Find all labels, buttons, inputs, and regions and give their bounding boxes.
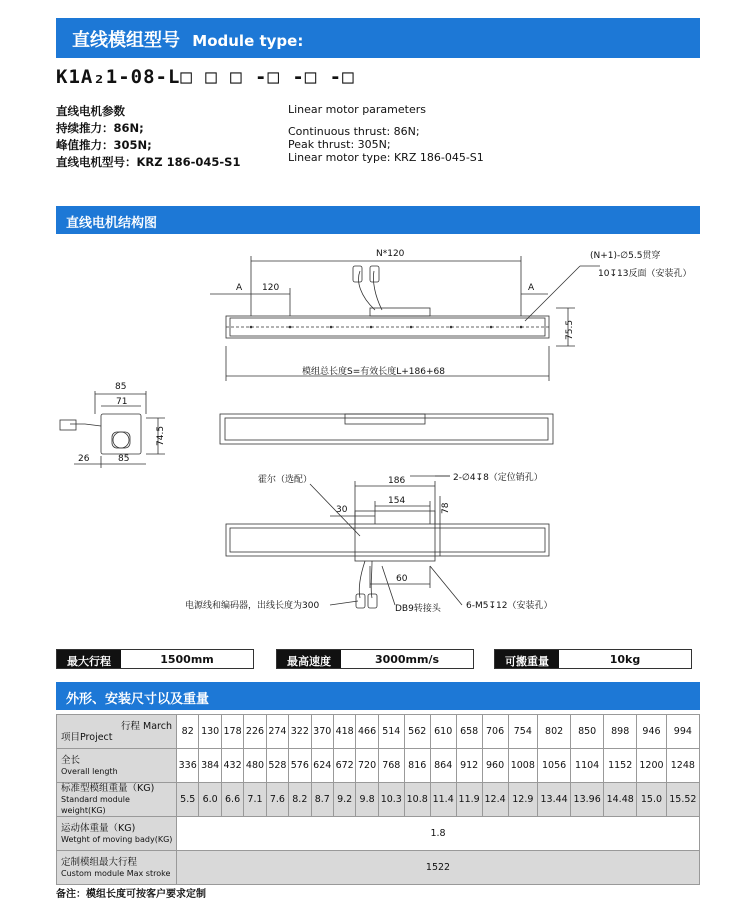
params-en-peak: Peak thrust: 305N;: [288, 138, 391, 151]
footnote: 备注：模组长度可按客户要求定制: [56, 889, 206, 900]
module-type-banner: [56, 18, 700, 58]
label-cable: 电源线和编码器，出线长度为300: [185, 601, 320, 611]
table-cell: 384: [199, 749, 221, 783]
module-plan-view: [220, 414, 553, 444]
table-cell: 1200: [637, 749, 667, 783]
spec-payload-label: 可搬重量: [495, 650, 559, 668]
table-header-cell: 946: [637, 715, 667, 749]
row-weight-label: 标准型模组重量（KG) Standard module weight(KG): [57, 783, 177, 817]
table-cell: 6.0: [199, 783, 221, 817]
params-cn-continuous: 持续推力：86N;: [56, 121, 144, 135]
banner-title-en: Module type:: [192, 32, 304, 50]
banner-title-cn: 直线模组型号: [72, 30, 180, 51]
table-header-cell: 418: [333, 715, 355, 749]
row-moving-label: 运动体重量（KG) Wetght of moving bady(KG): [57, 817, 177, 851]
table-cell: 432: [221, 749, 243, 783]
table-cell: 912: [456, 749, 482, 783]
row-stroke-label: 定制模组最大行程 Custom module Max stroke: [57, 851, 177, 885]
row-moving-value: 1.8: [177, 817, 700, 851]
dim-a-right: A: [528, 283, 535, 293]
label-m5: 6-M5↧12（安装孔）: [466, 601, 553, 611]
table-cell: 1104: [571, 749, 604, 783]
params-en-continuous: Continuous thrust: 86N;: [288, 125, 420, 138]
table-header-cell: 226: [244, 715, 266, 749]
table-header-cell: 898: [604, 715, 637, 749]
table-header-cell: 322: [289, 715, 311, 749]
row-stroke: [57, 851, 700, 885]
table-cell: 1152: [604, 749, 637, 783]
table-cell: 960: [482, 749, 508, 783]
params-en-motor-type: Linear motor type: KRZ 186-045-S1: [288, 151, 484, 164]
dim-n120: N*120: [376, 249, 405, 259]
table-cell: 15.0: [637, 783, 667, 817]
table-header-cell: 466: [356, 715, 378, 749]
spec-payload: [494, 649, 692, 669]
module-bottom-view: [226, 524, 549, 556]
table-header-cell: 994: [666, 715, 699, 749]
dim-154: 154: [388, 496, 406, 506]
table-cell: 15.52: [666, 783, 699, 817]
table-cell: 864: [430, 749, 456, 783]
table-cell: 13.96: [571, 783, 604, 817]
table-cell: 9.8: [356, 783, 378, 817]
model-code: K1A₂1-08-L□ □ □ -□ -□ -□: [56, 66, 355, 88]
table-header-cell: 274: [266, 715, 288, 749]
table-header-cell: 658: [456, 715, 482, 749]
table-cell: 9.2: [333, 783, 355, 817]
table-cell: 816: [404, 749, 430, 783]
row-weight: [57, 783, 700, 817]
row-stroke-value: 1522: [177, 851, 700, 885]
spec-max-stroke-label: 最大行程: [57, 650, 121, 668]
table-header-cell: 610: [430, 715, 456, 749]
table-cell: 1248: [666, 749, 699, 783]
dim-186: 186: [388, 476, 406, 486]
table-cell: 5.5: [177, 783, 199, 817]
table-cell: 480: [244, 749, 266, 783]
table-cell: 7.6: [266, 783, 288, 817]
table-corner: 行程 March 项目Project: [57, 715, 177, 749]
label-hall: 霍尔（选配）: [258, 475, 313, 485]
spec-max-stroke-value: 1500mm: [121, 650, 253, 668]
dim-85-top: 85: [115, 382, 127, 392]
params-cn-heading: 直线电机参数: [56, 104, 125, 118]
table-cell: 576: [289, 749, 311, 783]
dim-74-5: 74.5: [156, 425, 166, 446]
table-cell: 11.4: [430, 783, 456, 817]
label-total-length: 模组总长度S=有效长度L+186+68: [302, 367, 445, 377]
dim-78: 78: [441, 502, 451, 514]
dim-120: 120: [262, 283, 280, 293]
table-cell: 672: [333, 749, 355, 783]
dimensions-banner: 外形、安装尺寸以及重量: [56, 682, 700, 710]
label-holes: (N+1)-∅5.5贯穿: [590, 251, 661, 261]
dim-60: 60: [396, 574, 408, 584]
dim-26: 26: [78, 454, 90, 464]
label-pin-holes: 2-∅4↧8（定位销孔）: [453, 473, 543, 483]
table-cell: 8.7: [311, 783, 333, 817]
params-en: [288, 103, 484, 164]
table-header-cell: 82: [177, 715, 199, 749]
params-cn-peak: 峰值推力：305N;: [56, 138, 152, 152]
label-counterbore: 10↧13反面（安装孔）: [598, 269, 692, 279]
table-header-cell: 562: [404, 715, 430, 749]
table-cell: 12.4: [482, 783, 508, 817]
table-header-cell: 706: [482, 715, 508, 749]
spec-max-speed-label: 最高速度: [277, 650, 341, 668]
structure-banner: 直线电机结构图: [56, 206, 700, 234]
table-header-cell: 754: [508, 715, 538, 749]
table-cell: 1056: [538, 749, 571, 783]
table-cell: 8.2: [289, 783, 311, 817]
table-cell: 1008: [508, 749, 538, 783]
table-header-row: [57, 715, 700, 749]
table-cell: 336: [177, 749, 199, 783]
table-header-cell: 802: [538, 715, 571, 749]
table-cell: 720: [356, 749, 378, 783]
dimensions-table: [56, 714, 700, 885]
row-length-label: 全长 Overall length: [57, 749, 177, 783]
dim-71: 71: [116, 397, 128, 407]
spec-max-stroke: [56, 649, 254, 669]
params-cn: [56, 103, 240, 171]
row-moving: [57, 817, 700, 851]
table-cell: 10.8: [404, 783, 430, 817]
table-cell: 7.1: [244, 783, 266, 817]
table-cell: 13.44: [538, 783, 571, 817]
dim-30: 30: [336, 505, 348, 515]
table-cell: 12.9: [508, 783, 538, 817]
table-cell: 528: [266, 749, 288, 783]
table-cell: 10.3: [378, 783, 404, 817]
row-length: [57, 749, 700, 783]
structure-drawing: [0, 236, 750, 636]
table-header-cell: 850: [571, 715, 604, 749]
table-cell: 6.6: [221, 783, 243, 817]
table-cell: 768: [378, 749, 404, 783]
table-header-cell: 178: [221, 715, 243, 749]
label-db9: DB9转接头: [395, 604, 441, 614]
params-en-heading: Linear motor parameters: [288, 103, 426, 116]
spec-max-speed: [276, 649, 474, 669]
table-cell: 11.9: [456, 783, 482, 817]
dim-85-bottom: 85: [118, 454, 130, 464]
spec-max-speed-value: 3000mm/s: [341, 650, 473, 668]
table-header-cell: 130: [199, 715, 221, 749]
dim-75-5: 75.5: [565, 319, 575, 340]
params-cn-motor-type: 直线电机型号：KRZ 186-045-S1: [56, 155, 241, 169]
table-header-cell: 514: [378, 715, 404, 749]
dim-a-left: A: [236, 283, 243, 293]
spec-payload-value: 10kg: [559, 650, 691, 668]
table-cell: 14.48: [604, 783, 637, 817]
table-header-cell: 370: [311, 715, 333, 749]
table-cell: 624: [311, 749, 333, 783]
